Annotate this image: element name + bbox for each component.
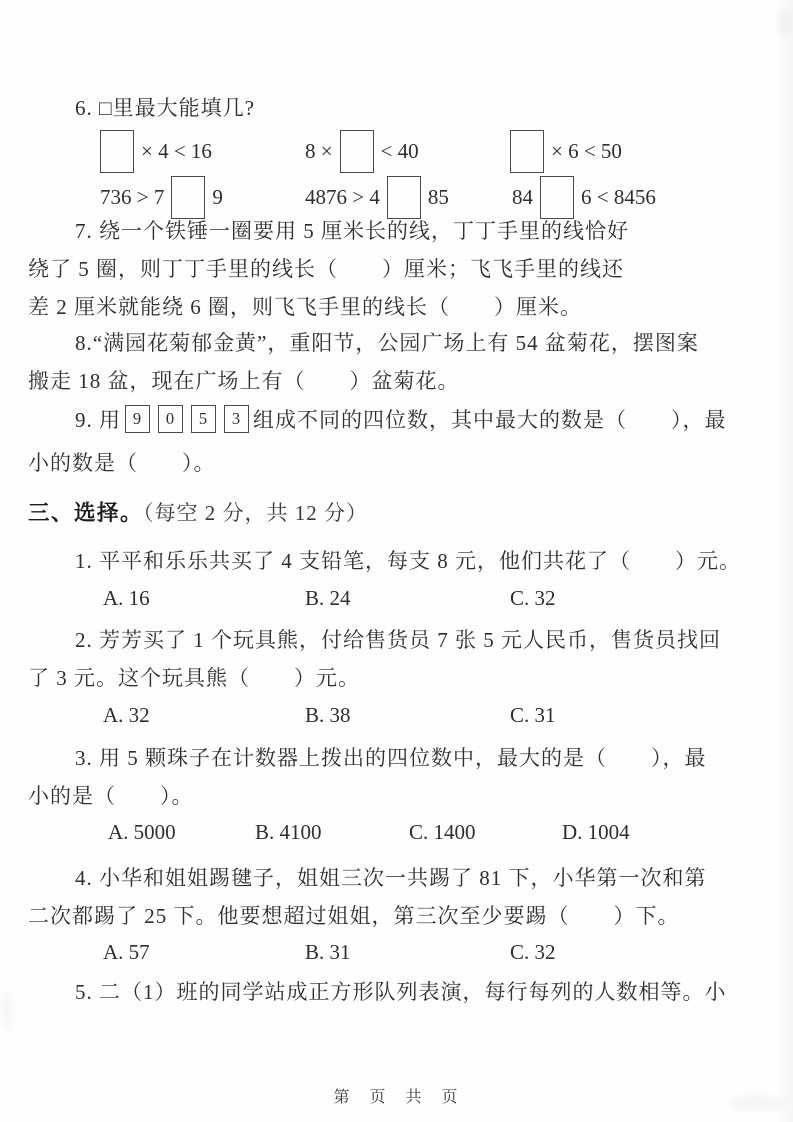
option-c: C. 1400 bbox=[409, 820, 476, 844]
digit-box: 5 bbox=[191, 405, 216, 433]
q6-expression-4 bbox=[100, 172, 223, 222]
answer-box bbox=[171, 176, 205, 219]
question-9-line-2: 小的数是（ ）。 bbox=[28, 451, 216, 475]
scan-artifact bbox=[2, 990, 12, 1030]
expression-post: 85 bbox=[427, 184, 449, 209]
choice-1-options bbox=[0, 586, 793, 616]
question-6-heading: 6. □里最大能填几? bbox=[75, 96, 256, 120]
option-c: C. 32 bbox=[510, 586, 556, 610]
choice-3-line-2: 小的是（ ）。 bbox=[28, 784, 194, 808]
choice-2-options bbox=[0, 703, 793, 733]
section-3-note: （每空 2 分，共 12 分） bbox=[143, 501, 369, 525]
section-3-header bbox=[28, 500, 728, 526]
digit-box: 9 bbox=[125, 405, 150, 433]
q6-expression-2 bbox=[305, 126, 419, 176]
expression-pre: 736 > 7 bbox=[100, 184, 165, 209]
question-8-line-2: 搬走 18 盆，现在广场上有（ ）盆菊花。 bbox=[28, 369, 460, 393]
choice-5-line-1: 5. 二（1）班的同学站成正方形队列表演，每行每列的人数相等。小 bbox=[75, 980, 727, 1004]
option-b: B. 24 bbox=[305, 586, 351, 610]
expression-post: 9 bbox=[212, 184, 223, 209]
q6-expression-5 bbox=[305, 172, 449, 222]
question-9-line-1 bbox=[75, 404, 727, 434]
choice-4-line-1: 4. 小华和姐姐踢毽子，姐姐三次一共踢了 81 下，小华第一次和第 bbox=[75, 866, 707, 890]
answer-box bbox=[340, 130, 374, 173]
choice-4-options bbox=[0, 940, 793, 970]
expression-pre: 4876 > 4 bbox=[305, 184, 380, 209]
answer-box bbox=[100, 130, 134, 173]
section-3-title: 三、选择。 bbox=[28, 501, 144, 525]
option-a: A. 32 bbox=[103, 703, 150, 727]
expression-pre: 8 × bbox=[305, 138, 333, 163]
option-b: B. 38 bbox=[305, 703, 351, 727]
scan-artifact bbox=[777, 8, 791, 38]
q6-expression-1 bbox=[100, 126, 212, 176]
question-7-line-2: 绕了 5 圈，则丁丁手里的线长（ ）厘米；飞飞手里的线还 bbox=[28, 257, 624, 281]
choice-4-line-2: 二次都踢了 25 下。他要想超过姐姐，第三次至少要踢（ ）下。 bbox=[28, 904, 680, 928]
answer-box bbox=[540, 176, 574, 219]
option-d: D. 1004 bbox=[562, 820, 630, 844]
q9-line-1-rest: 组成不同的四位数，其中最大的数是（ ），最 bbox=[253, 408, 727, 432]
option-c: C. 32 bbox=[510, 940, 556, 964]
question-8-line-1: 8.“满园花菊郁金黄”，重阳节，公园广场上有 54 盆菊花，摆图案 bbox=[75, 331, 699, 355]
expression-post: × 4 < 16 bbox=[141, 138, 212, 163]
option-a: A. 57 bbox=[103, 940, 150, 964]
q9-prefix: 9. 用 bbox=[75, 408, 121, 432]
expression-post: < 40 bbox=[380, 138, 419, 163]
digit-box: 0 bbox=[158, 405, 183, 433]
answer-box bbox=[387, 176, 421, 219]
choice-2-line-1: 2. 芳芳买了 1 个玩具熊，付给售货员 7 张 5 元人民币，售货员找回 bbox=[75, 628, 721, 652]
expression-post: × 6 < 50 bbox=[551, 138, 622, 163]
expression-pre: 84 bbox=[512, 184, 533, 209]
choice-1-line-1: 1. 平平和乐乐共买了 4 支铅笔，每支 8 元，他们共花了（ ）元。 bbox=[75, 549, 741, 573]
q6-expression-6 bbox=[512, 172, 656, 222]
question-7-line-1: 7. 绕一个铁锤一圈要用 5 厘米长的线，丁丁手里的线恰好 bbox=[75, 219, 629, 243]
option-b: B. 31 bbox=[305, 940, 351, 964]
choice-3-line-1: 3. 用 5 颗珠子在计数器上拨出的四位数中，最大的是（ ），最 bbox=[75, 746, 707, 770]
option-a: A. 5000 bbox=[108, 820, 176, 844]
choice-3-options bbox=[0, 820, 793, 850]
choice-2-line-2: 了 3 元。这个玩具熊（ ）元。 bbox=[28, 666, 360, 690]
digit-box: 3 bbox=[224, 405, 249, 433]
expression-post: 6 < 8456 bbox=[581, 184, 656, 209]
option-a: A. 16 bbox=[103, 586, 150, 610]
q6-expression-3 bbox=[510, 126, 622, 176]
option-b: B. 4100 bbox=[255, 820, 322, 844]
page-footer: 第 页 共 页 bbox=[333, 1089, 460, 1106]
answer-box bbox=[510, 130, 544, 173]
question-7-line-3: 差 2 厘米就能绕 6 圈，则飞飞手里的线长（ ）厘米。 bbox=[28, 295, 582, 319]
option-c: C. 31 bbox=[510, 703, 556, 727]
